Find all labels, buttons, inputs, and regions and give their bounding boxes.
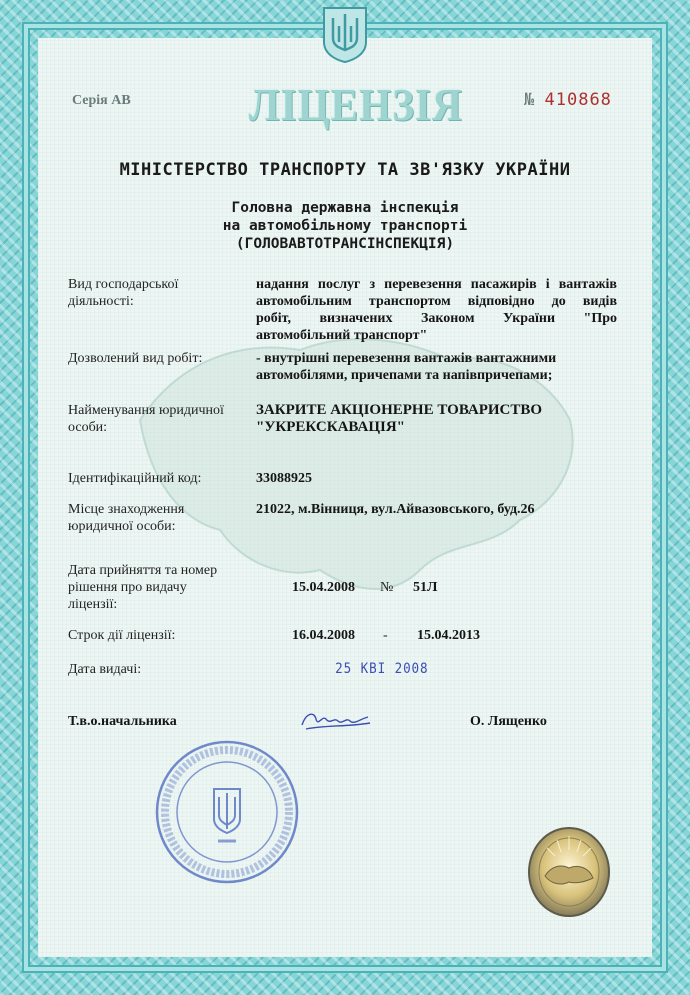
- decision-label-line: рішення про видачу: [68, 580, 187, 595]
- location-label-line: юридичної особи:: [68, 519, 176, 534]
- code-label: Ідентифікаційний код:: [68, 471, 202, 486]
- inspection-line-2: на автомобільному транспорті: [222, 218, 468, 234]
- decision-label-line: ліцензії:: [68, 597, 118, 612]
- activity-value-line: автомобільним транспортом відповідно до видів: [256, 294, 617, 309]
- activity-value: [256, 276, 617, 344]
- decision-number-sign: №: [380, 580, 394, 595]
- hologram-sticker: [527, 826, 611, 918]
- issue-label: Дата видачі:: [68, 662, 142, 677]
- ministry-name: МІНІСТЕРСТВО ТРАНСПОРТУ ТА ЗВ'ЯЗКУ УКРАЇНИ: [119, 160, 571, 180]
- decision-number: 51Л: [413, 580, 438, 595]
- license-number: [524, 90, 612, 110]
- works-value-line: автомобілями, причепами та напівпричепами;: [256, 368, 553, 383]
- document-title: ЛІЦЕНЗІЯ: [248, 79, 463, 130]
- works-value-line: - внутрішні перевезення вантажів вантажними: [256, 351, 557, 366]
- code-value: 33088925: [256, 471, 312, 486]
- decision-date: 15.04.2008: [292, 580, 355, 595]
- trident-emblem: [318, 4, 372, 64]
- issue-date-stamp: 25 КВІ 2008: [335, 661, 429, 677]
- activity-value-line: робіт, визначених Законом України "Про: [256, 311, 617, 326]
- decision-label: [68, 562, 217, 613]
- signatory-position: Т.в.о.начальника: [68, 714, 177, 729]
- activity-value-line: надання послуг з перевезення пасажирів і вантажів: [256, 277, 617, 292]
- term-to: 15.04.2013: [417, 628, 480, 643]
- decision-label-line: Дата прийняття та номер: [68, 563, 218, 578]
- term-label: Строк дії ліцензії:: [68, 628, 176, 643]
- location-label: [68, 501, 184, 535]
- official-round-stamp: [152, 737, 302, 887]
- location-label-line: Місце знаходження: [68, 502, 185, 517]
- activity-label-line: діяльності:: [68, 294, 134, 309]
- entity-value-line: ЗАКРИТЕ АКЦІОНЕРНЕ ТОВАРИСТВО: [256, 402, 543, 418]
- location-value: 21022, м.Вінниця, вул.Айвазовського, буд.26: [256, 502, 535, 517]
- works-value: [256, 350, 617, 384]
- term-dash: -: [383, 628, 388, 643]
- signatory-name: О. Лященко: [470, 714, 547, 729]
- activity-value-line: автомобільний транспорт": [256, 328, 428, 343]
- activity-label-line: Вид господарської: [68, 277, 179, 292]
- entity-label-line: особи:: [68, 420, 108, 435]
- signature-mark: [296, 705, 376, 735]
- term-from: 16.04.2008: [292, 628, 355, 643]
- entity-label-line: Найменування юридичної: [68, 403, 224, 418]
- number-value: 410868: [544, 90, 612, 110]
- activity-label: [68, 276, 178, 310]
- entity-value: [256, 402, 542, 436]
- works-label: Дозволений вид робіт:: [68, 351, 203, 366]
- series-label: Серія АВ: [72, 93, 131, 108]
- number-sign: №: [524, 90, 535, 110]
- inspection-line-1: Головна державна інспекція: [231, 200, 459, 216]
- inspection-line-3: (ГОЛОВАВТОТРАНСІНСПЕКЦІЯ): [235, 236, 455, 252]
- entity-value-line: "УКРЕКСКАВАЦІЯ": [256, 419, 405, 435]
- entity-label: [68, 402, 224, 436]
